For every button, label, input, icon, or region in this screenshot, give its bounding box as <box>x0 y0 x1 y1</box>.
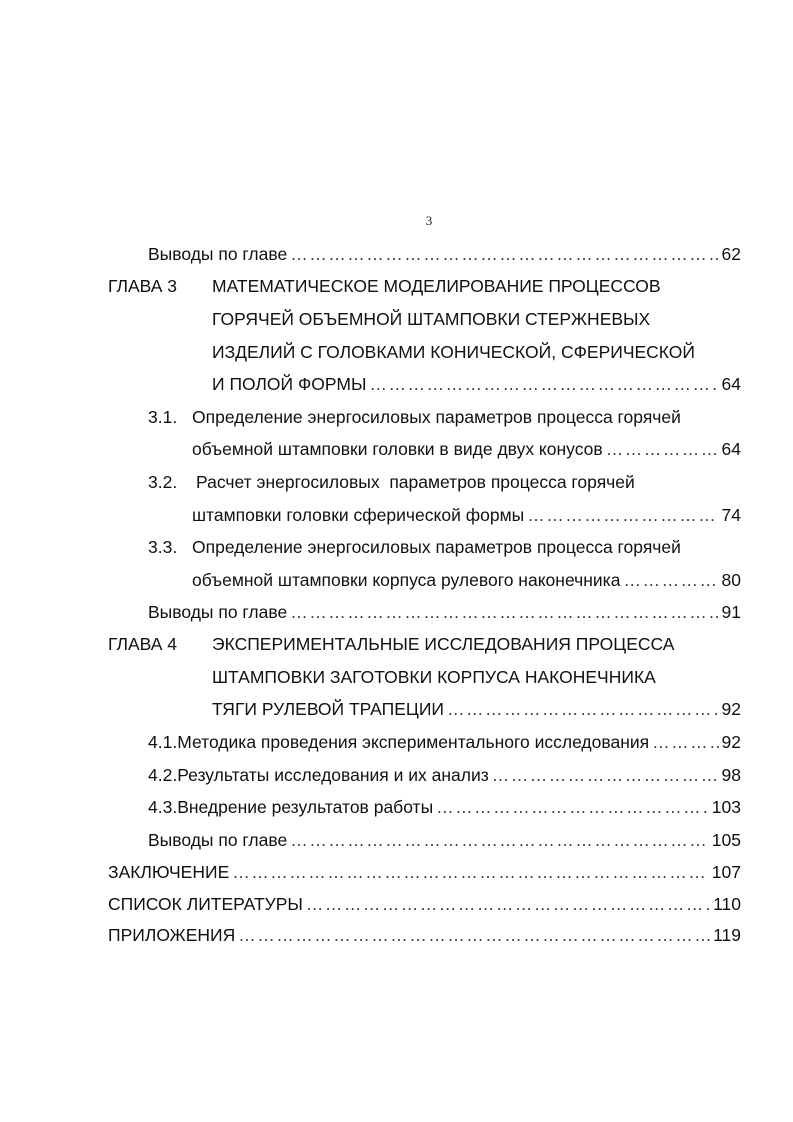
dot-leader <box>290 824 709 857</box>
toc-page-number: 64 <box>721 439 741 459</box>
dot-leader <box>652 726 718 759</box>
toc-entry-references[interactable] <box>0 888 793 921</box>
dot-leader <box>306 888 710 921</box>
toc-entry-number: 4.2. <box>148 765 178 785</box>
toc-entry-section-3-3-cont <box>0 564 793 597</box>
toc-entry-label: Выводы по главе <box>148 244 288 264</box>
toc-entry-label: ЗАКЛЮЧЕНИЕ <box>108 862 230 882</box>
toc-entry-number: 3.1. <box>148 407 178 427</box>
toc-entry-chapter-4[interactable] <box>0 628 793 661</box>
toc-entry-section-3-1-cont <box>0 433 793 466</box>
toc-entry-section-4-2[interactable] <box>0 759 793 792</box>
toc-entry-title-line: ТЯГИ РУЛЕВОЙ ТРАПЕЦИИ <box>212 699 445 719</box>
toc-entry-chapter-4-cont <box>0 661 793 694</box>
dot-leader <box>606 433 719 466</box>
toc-page-number: 107 <box>711 862 741 882</box>
toc-entry-title-line: МАТЕМАТИЧЕСКОЕ МОДЕЛИРОВАНИЕ ПРОЦЕССОВ <box>212 276 661 296</box>
toc-page-number: 105 <box>711 830 741 850</box>
toc-entry-chapter-3[interactable] <box>0 270 793 303</box>
toc-page-number: 92 <box>721 732 741 752</box>
dot-leader <box>369 368 718 401</box>
dot-leader <box>623 564 718 597</box>
dot-leader <box>238 919 710 952</box>
dot-leader <box>436 791 709 824</box>
toc-entry-number: 3.2. <box>148 472 178 492</box>
toc-entry-title-line: Определение энергосиловых параметров процесса горячей <box>192 537 681 557</box>
toc-page-number: 110 <box>713 894 741 914</box>
toc-entry-chapter-3-cont <box>0 303 793 336</box>
toc-entry-number: 4.1. <box>148 732 178 752</box>
toc-entry-label: Выводы по главе <box>148 830 288 850</box>
toc-page-number: 64 <box>721 374 741 394</box>
toc-entry-section-4-3[interactable] <box>0 791 793 824</box>
toc-entry-label: Результаты исследования и их анализ <box>177 765 489 785</box>
dot-leader <box>447 693 719 726</box>
toc-entry-number: ГЛАВА 3 <box>108 276 178 296</box>
toc-entry-conclusions-ch3[interactable] <box>0 596 793 629</box>
dot-leader <box>290 596 718 629</box>
dot-leader <box>527 499 718 532</box>
toc-entry-section-3-2-cont <box>0 499 793 532</box>
dot-leader <box>232 856 709 889</box>
toc-entry-section-3-3[interactable] <box>0 531 793 564</box>
toc-entry-title-line: ИЗДЕЛИЙ С ГОЛОВКАМИ КОНИЧЕСКОЙ, СФЕРИЧЕСКОЙ <box>212 342 695 362</box>
toc-entry-label: Внедрение результатов работы <box>177 797 434 817</box>
toc-entry-title-line: Определение энергосиловых параметров процесса горячей <box>192 407 681 427</box>
toc-page-number: 119 <box>713 925 741 945</box>
toc-entry-label: Методика проведения экспериментального исследования <box>177 732 650 752</box>
toc-page-number: 103 <box>711 797 741 817</box>
toc-entry-appendices[interactable] <box>0 919 793 952</box>
toc-entry-conclusions-ch2[interactable] <box>0 238 793 271</box>
toc-entry-label: СПИСОК ЛИТЕРАТУРЫ <box>108 894 303 914</box>
toc-entry-section-3-1[interactable] <box>0 401 793 434</box>
toc-page-number: 91 <box>721 602 741 622</box>
toc-page-number: 74 <box>721 505 741 525</box>
toc-entry-number: 4.3. <box>148 797 178 817</box>
toc-entry-label: ПРИЛОЖЕНИЯ <box>108 925 236 945</box>
toc-entry-number: 3.3. <box>148 537 178 557</box>
toc-entry-title-line: штамповки головки сферической формы <box>192 505 525 525</box>
toc-entry-chapter-3-cont <box>0 336 793 369</box>
toc-entry-title-line: ГОРЯЧЕЙ ОБЪЕМНОЙ ШТАМПОВКИ СТЕРЖНЕВЫХ <box>212 309 651 329</box>
toc-entry-title-line: И ПОЛОЙ ФОРМЫ <box>212 374 367 394</box>
toc-page-number: 62 <box>721 244 741 264</box>
toc-entry-title-line: объемной штамповки головки в виде двух конусов <box>192 439 603 459</box>
toc-entry-title-line: ШТАМПОВКИ ЗАГОТОВКИ КОРПУСА НАКОНЕЧНИКА <box>212 667 656 687</box>
toc-entry-section-4-1[interactable] <box>0 726 793 759</box>
toc-entry-chapter-4-cont <box>0 693 793 726</box>
dot-leader <box>492 759 719 792</box>
toc-page-number: 98 <box>721 765 741 785</box>
toc-entry-chapter-3-cont <box>0 368 793 401</box>
toc-page-number: 80 <box>721 570 741 590</box>
toc-entry-number: ГЛАВА 4 <box>108 634 178 654</box>
dot-leader <box>290 238 718 271</box>
toc-entry-title-line: ЭКСПЕРИМЕНТАЛЬНЫЕ ИССЛЕДОВАНИЯ ПРОЦЕССА <box>212 634 675 654</box>
toc-entry-title-line: Расчет энергосиловых параметров процесса горячей <box>196 472 635 492</box>
toc-entry-conclusion[interactable] <box>0 856 793 889</box>
toc-entry-conclusions-ch4[interactable] <box>0 824 793 857</box>
toc-entry-title-line: объемной штамповки корпуса рулевого наконечника <box>192 570 621 590</box>
toc-page-number: 92 <box>721 699 741 719</box>
toc-entry-section-3-2[interactable] <box>0 466 793 499</box>
page-number: 3 <box>425 213 433 228</box>
toc-entry-label: Выводы по главе <box>148 602 288 622</box>
